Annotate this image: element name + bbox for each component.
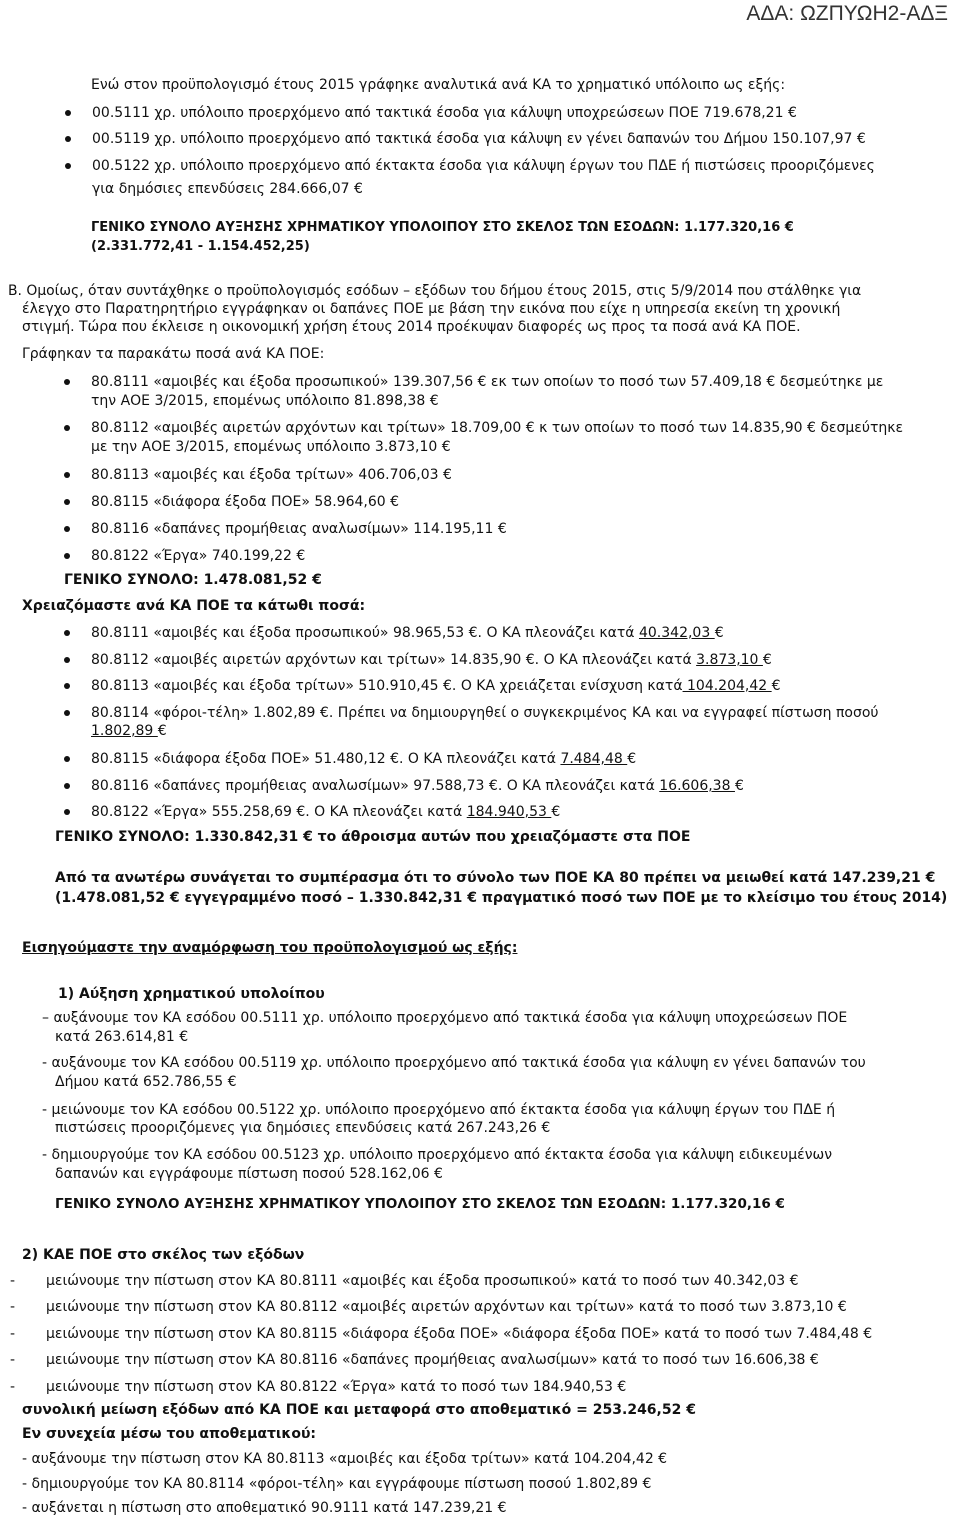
list-item: 80.8113 «αμοιβές και έξοδα τρίτων» 510.910,45 €. Ο ΚΑ χρειάζεται ενίσχυση κατά 104.204,42 € (91, 678, 781, 694)
list-item-cont: με την ΑΟΕ 3/2015, επομένως υπόλοιπο 3.873,10 € (91, 439, 451, 455)
paragraph-line: Β. Ομοίως, όταν συντάχθηκε ο προϋπολογισμός εσόδων – εξόδων του δήμου έτους 2015, στις 5/9/2014 που στάλθηκε για (8, 283, 862, 299)
dash: - (10, 1379, 16, 1395)
list-item: 80.8113 «αμοιβές και έξοδα τρίτων» 406.706,03 € (91, 467, 452, 483)
paragraph-line: - μειώνουμε τον ΚΑ εσόδου 00.5122 χρ. υπόλοιπο προερχόμενο από έκτακτα έσοδα για κάλυψη έργων του ΠΔΕ ή (42, 1102, 836, 1118)
total-line: ΓΕΝΙΚΟ ΣΥΝΟΛΟ: 1.478.081,52 € (64, 572, 322, 588)
paragraph-line: - δημιουργούμε τον ΚΑ εσόδου 00.5123 χρ. υπόλοιπο προερχόμενο από έκτακτα έσοδα για κάλυψη ειδικευμένων (42, 1147, 833, 1163)
list-item: 80.8115 «διάφορα έξοδα ΠΟΕ» 51.480,12 €. Ο ΚΑ πλεονάζει κατά 7.484,48 € (91, 751, 637, 767)
list-item: 00.5119 χρ. υπόλοιπο προερχόμενο από τακτικά έσοδα για κάλυψη εν γένει δαπανών του Δήμου 150.107,97 € (92, 131, 866, 147)
dash: - (10, 1273, 16, 1289)
list-item: μειώνουμε την πίστωση στον ΚΑ 80.8111 «αμοιβές και έξοδα προσωπικού» κατά το ποσό των 40.342,03 € (46, 1273, 799, 1289)
paragraph-line: - αυξάνουμε τον ΚΑ εσόδου 00.5119 χρ. υπόλοιπο προερχόμενο από τακτικά έσοδα για κάλυψη εν γένει δαπανών του (42, 1055, 866, 1071)
paragraph-line: - αυξάνεται η πίστωση στο αποθεματικό 90.9111 κατά 147.239,21 € (22, 1500, 507, 1516)
subsection-heading: 2) ΚΑΕ ΠΟΕ στο σκέλος των εξόδων (22, 1247, 305, 1263)
summary-line: Εν συνεχεία μέσω του αποθεματικού: (22, 1426, 316, 1442)
dash: - (10, 1326, 16, 1342)
list-item: 00.5122 χρ. υπόλοιπο προερχόμενο από έκτακτα έσοδα για κάλυψη έργων του ΠΔΕ ή πιστώσεις προοριζόμενες (92, 158, 875, 174)
list-item: 00.5111 χρ. υπόλοιπο προερχόμενο από τακτικά έσοδα για κάλυψη υποχρεώσεων ΠΟΕ 719.678,21 € (92, 105, 797, 121)
list-item-cont: 1.802,89 € (91, 723, 167, 739)
total-line: ΓΕΝΙΚΟ ΣΥΝΟΛΟ ΑΥΞΗΣΗΣ ΧΡΗΜΑΤΙΚΟΥ ΥΠΟΛΟΙΠΟΥ ΣΤΟ ΣΚΕΛΟΣ ΤΩΝ ΕΣΟΔΩΝ: 1.177.320,16 € (91, 220, 794, 235)
paragraph-line: πιστώσεις προοριζόμενες για δημόσιες επενδύσεις κατά 267.243,26 € (55, 1120, 551, 1136)
list-item: μειώνουμε την πίστωση στον ΚΑ 80.8116 «δαπάνες προμήθειας αναλωσίμων» κατά το ποσό των 16.606,38 € (46, 1352, 819, 1368)
list-item: 80.8122 «Έργα» 555.258,69 €. Ο ΚΑ πλεονάζει κατά 184.940,53 € (91, 804, 561, 820)
paragraph-line: στιγμή. Τώρα που έκλεισε η οικονομική χρήση έτους 2014 προέκυψαν διαφορές ως προς τα ποσά ανά ΚΑ ΠΟΕ. (22, 319, 801, 335)
paragraph-line: έλεγχο στο Παρατηρητήριο εγγράφηκαν οι δαπάνες ΠΟΕ με βάση την εικόνα που είχε η υπηρεσία εκείνη τη χρονική (22, 301, 841, 317)
list-item: 80.8111 «αμοιβές και έξοδα προσωπικού» 139.307,56 € εκ των οποίων το ποσό των 57.409,18 € δεσμεύτηκε με (91, 374, 884, 390)
paragraph-line: - δημιουργούμε τον ΚΑ 80.8114 «φόροι-τέλη» και εγγράφουμε πίστωση ποσού 1.802,89 € (22, 1476, 652, 1492)
list-item: 80.8116 «δαπάνες προμήθειας αναλωσίμων» 114.195,11 € (91, 521, 507, 537)
list-item: 80.8115 «διάφορα έξοδα ΠΟΕ» 58.964,60 € (91, 494, 400, 510)
dash: - (10, 1299, 16, 1315)
list-item: 80.8111 «αμοιβές και έξοδα προσωπικού» 98.965,53 €. Ο ΚΑ πλεονάζει κατά 40.342,03 € (91, 625, 724, 641)
conclusion-line: Από τα ανωτέρω συνάγεται το συμπέρασμα ότι το σύνολο των ΠΟΕ ΚΑ 80 πρέπει να μειωθεί κατά 147.239,21 € (55, 870, 936, 886)
total-line: ΓΕΝΙΚΟ ΣΥΝΟΛΟ ΑΥΞΗΣΗΣ ΧΡΗΜΑΤΙΚΟΥ ΥΠΟΛΟΙΠΟΥ ΣΤΟ ΣΚΕΛΟΣ ΤΩΝ ΕΣΟΔΩΝ: 1.177.320,16 € (55, 1196, 785, 1212)
section-heading: Χρειαζόμαστε ανά ΚΑ ΠΟΕ τα κάτωθι ποσά: (22, 598, 366, 614)
paragraph-line: δαπανών και εγγράφουμε πίστωση ποσού 528.162,06 € (55, 1166, 443, 1182)
list-item: μειώνουμε την πίστωση στον ΚΑ 80.8112 «αμοιβές αιρετών αρχόντων και τρίτων» κατά το ποσό των 3.873,10 € (46, 1299, 847, 1315)
total-line-sub: (2.331.772,41 - 1.154.452,25) (91, 239, 310, 254)
list-item: 80.8112 «αμοιβές αιρετών αρχόντων και τρίτων» 14.835,90 €. Ο ΚΑ πλεονάζει κατά 3.873,10 € (91, 652, 772, 668)
list-item-cont: για δημόσιες επενδύσεις 284.666,07 € (92, 181, 363, 197)
list-item: μειώνουμε την πίστωση στον ΚΑ 80.8122 «Έργα» κατά το ποσό των 184.940,53 € (46, 1379, 627, 1395)
subsection-heading: 1) Αύξηση χρηματικού υπολοίπου (58, 986, 325, 1002)
paragraph-line: – αυξάνουμε τον ΚΑ εσόδου 00.5111 χρ. υπόλοιπο προερχόμενο από τακτικά έσοδα για κάλυψη υποχρεώσεων ΠΟΕ (42, 1010, 848, 1026)
dash: - (10, 1352, 16, 1368)
paragraph-line: Δήμου κατά 652.786,55 € (55, 1074, 237, 1090)
intro-text: Ενώ στον προϋπολογισμό έτους 2015 γράφηκε αναλυτικά ανά ΚΑ το χρηματικό υπόλοιπο ως εξής: (91, 77, 786, 93)
list-item-cont: την ΑΟΕ 3/2015, επομένως υπόλοιπο 81.898,38 € (91, 393, 439, 409)
list-item: μειώνουμε την πίστωση στον ΚΑ 80.8115 «διάφορα έξοδα ΠΟΕ» «διάφορα έξοδα ΠΟΕ» κατά το ποσό των 7.484,48 € (46, 1326, 873, 1342)
list-item: 80.8116 «δαπάνες προμήθειας αναλωσίμων» 97.588,73 €. Ο ΚΑ πλεονάζει κατά 16.606,38 € (91, 778, 744, 794)
ada-code: ΑΔΑ: ΩΖΠΥΩΗ2-ΑΔΞ (746, 2, 948, 25)
paragraph-line: Γράφηκαν τα παρακάτω ποσά ανά ΚΑ ΠΟΕ: (22, 346, 325, 362)
conclusion-line: (1.478.081,52 € εγγεγραμμένο ποσό – 1.330.842,31 € πραγματικό ποσό των ΠΟΕ με το κλείσιμο του έτους 2014) (55, 890, 948, 906)
paragraph-line: - αυξάνουμε την πίστωση στον ΚΑ 80.8113 «αμοιβές και έξοδα τρίτων» κατά 104.204,42 € (22, 1451, 668, 1467)
paragraph-line: κατά 263.614,81 € (55, 1029, 189, 1045)
list-item: 80.8114 «φόροι-τέλη» 1.802,89 €. Πρέπει να δημιουργηθεί ο συγκεκριμένος ΚΑ και να εγγραφεί πίστωση ποσού (91, 705, 879, 721)
list-item: 80.8112 «αμοιβές αιρετών αρχόντων και τρίτων» 18.709,00 € κ των οποίων το ποσό των 14.835,90 € δεσμεύτηκε (91, 420, 904, 436)
section-heading: Εισηγούμαστε την αναμόρφωση του προϋπολογισμού ως εξής: (22, 940, 518, 956)
summary-line: συνολική μείωση εξόδων από ΚΑ ΠΟΕ και μεταφορά στο αποθεματικό = 253.246,52 € (22, 1402, 696, 1418)
list-item: 80.8122 «Έργα» 740.199,22 € (91, 548, 306, 564)
total-line: ΓΕΝΙΚΟ ΣΥΝΟΛΟ: 1.330.842,31 € το άθροισμα αυτών που χρειαζόμαστε στα ΠΟΕ (55, 829, 691, 845)
